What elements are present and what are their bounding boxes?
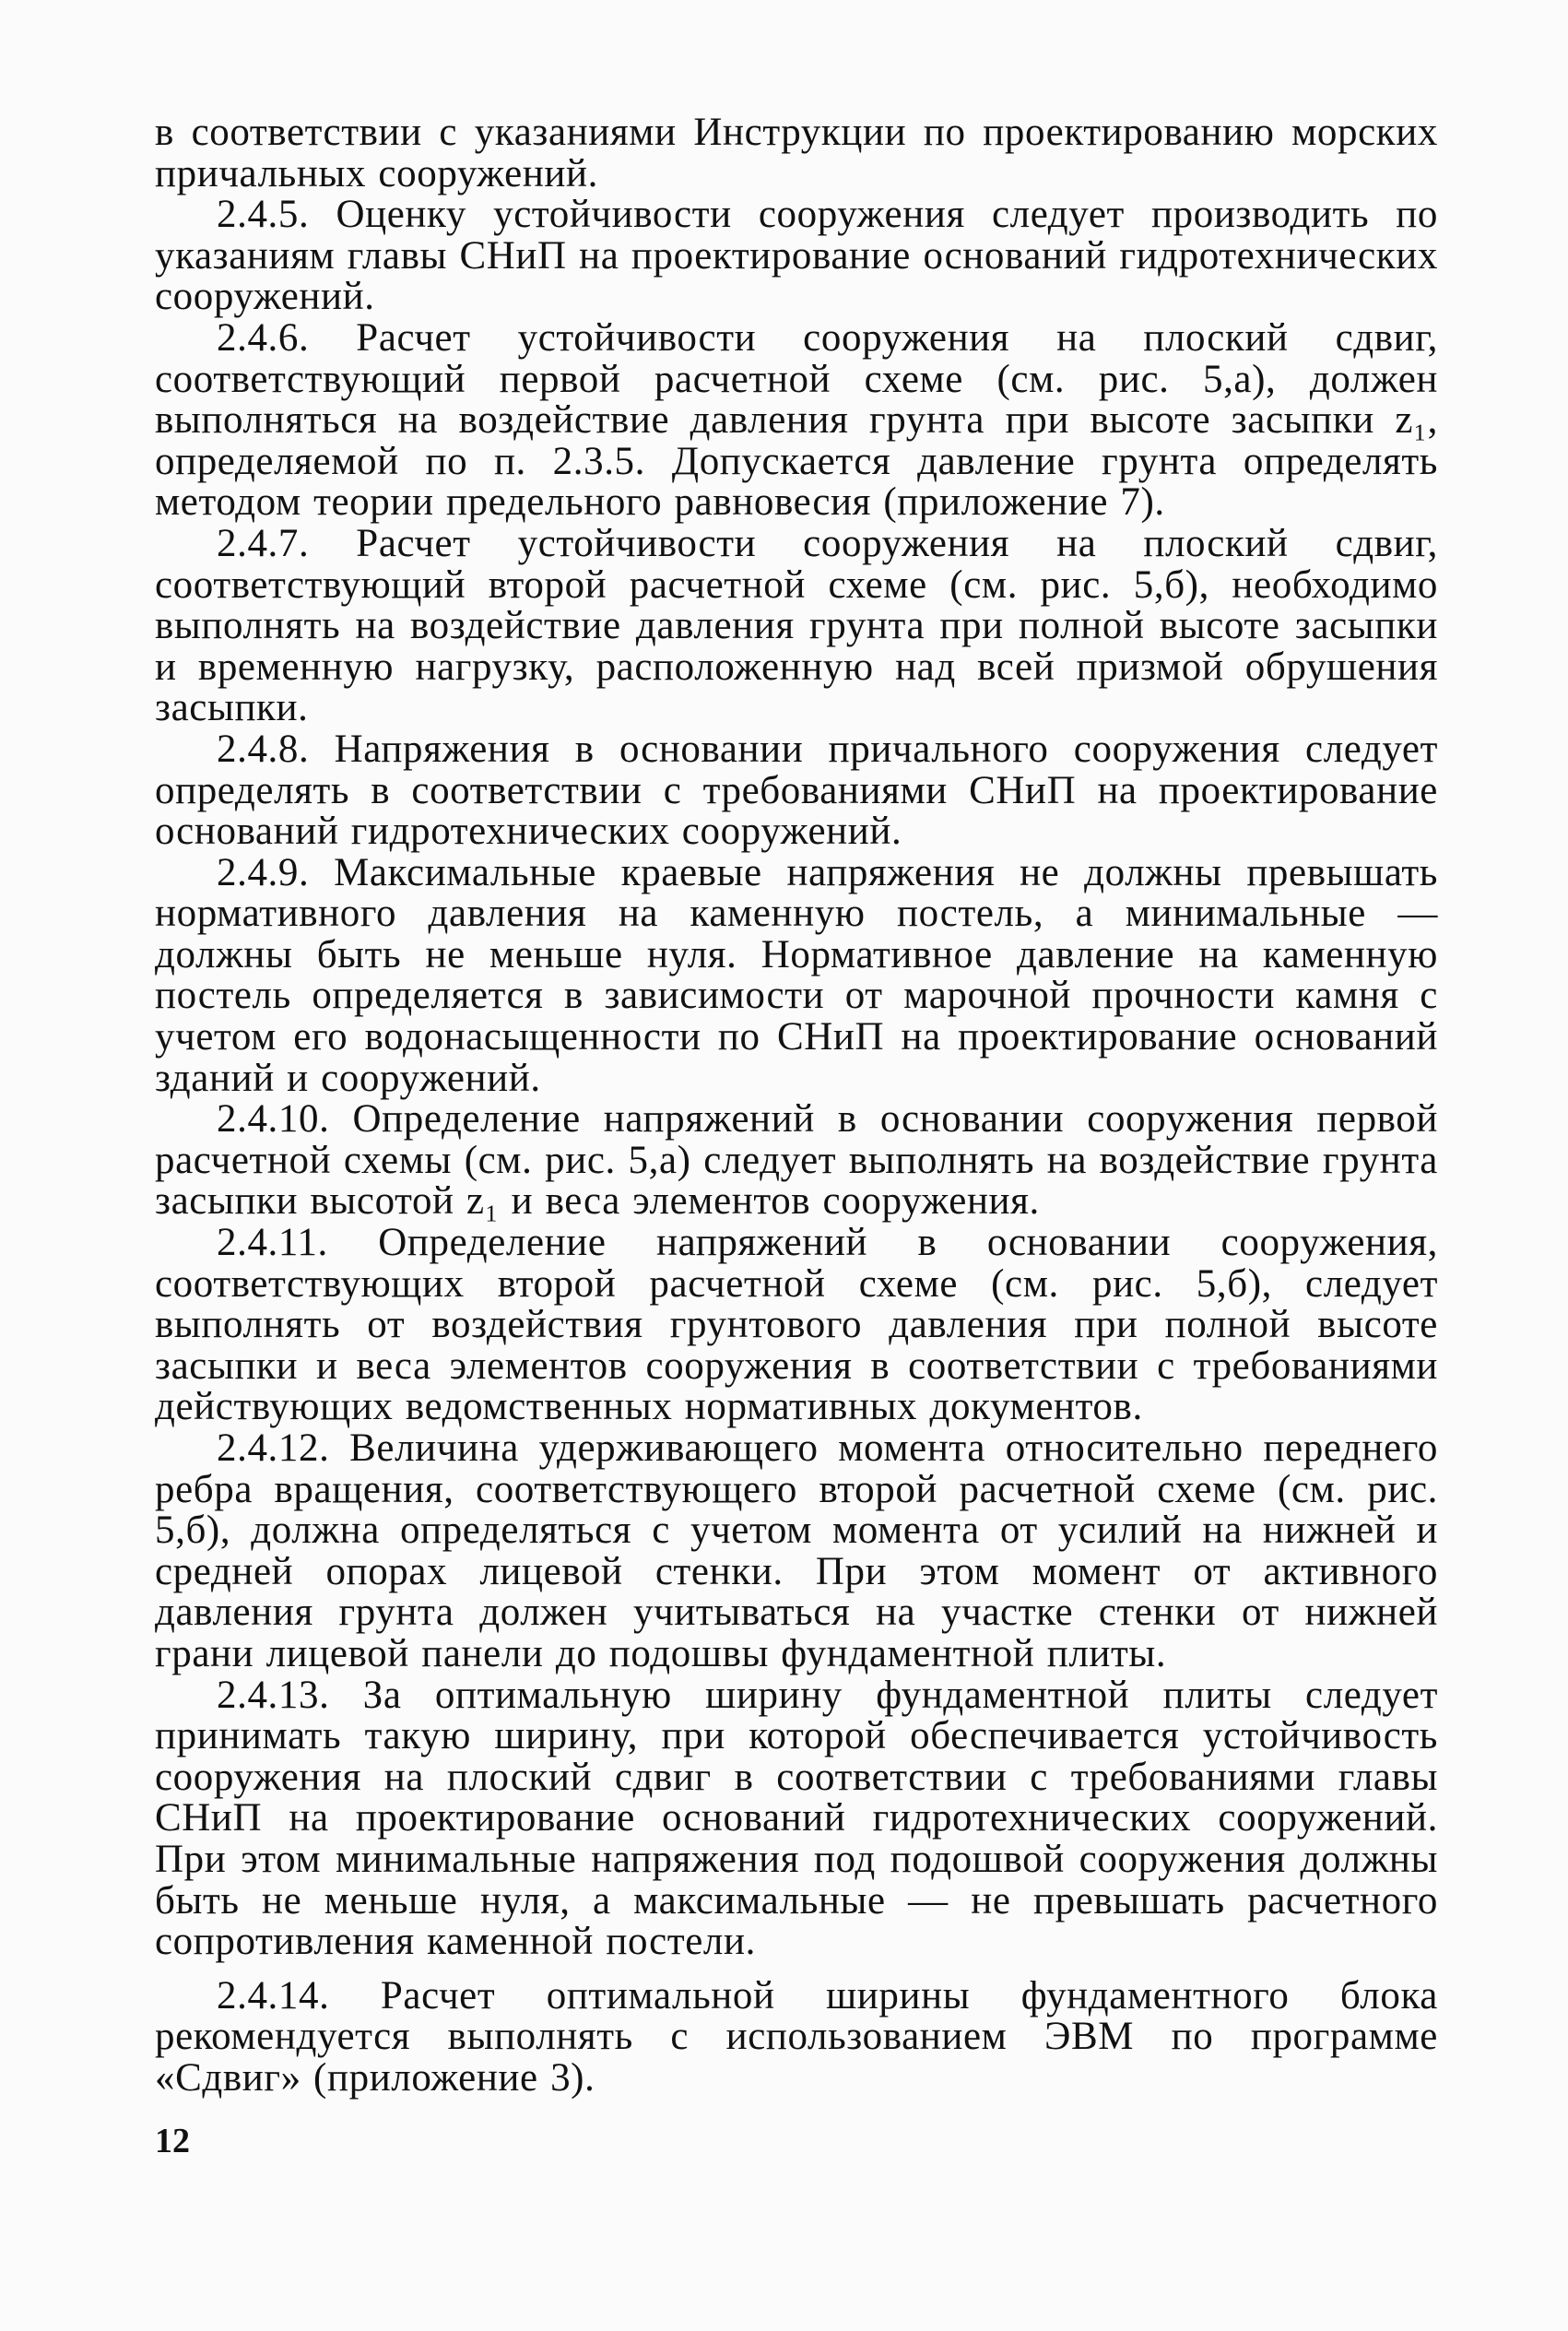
paragraph-2-4-11: 2.4.11. Определение напряжений в основании сооружения, соответствующих второй расчетной схеме (см. рис. 5,б), следует выполнять от воздействия грунтового давления при полной высоте засыпки и веса элементов сооружения в соответствии с требованиями действующих ведомственных нормативных документов. (155, 1221, 1438, 1429)
paragraph-2-4-8: 2.4.8. Напряжения в основании причального сооружения следует определять в соответствии с требованиями СНиП на проектирование оснований гидротехнических сооружений. (155, 727, 1438, 854)
page-number: 12 (155, 2122, 190, 2160)
paragraph-2-4-13: 2.4.13. За оптимальную ширину фундаментной плиты следует принимать такую ширину, при которой обеспечивается устойчивость сооружения на плоский сдвиг в соответствии с требованиями главы СНиП на проектирование оснований гидротехнических сооружений. При этом минимальные напряжения под подошвой сооружения должны быть не меньше нуля, а максимальные — не превышать расчетного сопротивления каменной постели. (155, 1673, 1438, 1964)
paragraph-2-4-10: 2.4.10. Определение напряжений в основании сооружения первой расчетной схемы (см. рис. 5,а) следует выполнять на воздействие грунта засыпки высотой z₁ и веса элементов сооружения. (155, 1097, 1438, 1224)
paragraph-2-4-6: 2.4.6. Расчет устойчивости сооружения на плоский сдвиг, соответствующий первой расчетной схеме (см. рис. 5,а), должен выполняться на воздействие давления грунта при высоте засыпки z₁, определяемой по п. 2.3.5. Допускается давление грунта определять методом теории предельного равновесия (приложение 7). (155, 315, 1438, 525)
paragraph-2-4-7: 2.4.7. Расчет устойчивости сооружения на плоский сдвиг, соответствующий второй расчетной схеме (см. рис. 5,б), необходимо выполнять на воздействие давления грунта при полной высоте засыпки и временную нагрузку, расположенную над всей призмой обрушения засыпки. (155, 521, 1438, 730)
paragraph-2-4-12: 2.4.12. Величина удерживающего момента относительно переднего ребра вращения, соответствующего второй расчетной схеме (см. рис. 5,б), должна определяться с учетом момента от усилий на нижней и средней опорах лицевой стенки. При этом момент от активного давления грунта должен учитываться на участке стенки от нижней грани лицевой панели до подошвы фундаментной плиты. (155, 1426, 1438, 1675)
body-text (155, 112, 1438, 2100)
paragraph-continuation: в соответствии с указаниями Инструкции по проектированию морских причальных сооружений. (155, 111, 1438, 195)
paragraph-2-4-14: 2.4.14. Расчет оптимальной ширины фундаментного блока рекомендуется выполнять с использованием ЭВМ по программе «Сдвиг» (приложение 3). (155, 1973, 1438, 2100)
paragraph-2-4-9: 2.4.9. Максимальные краевые напряжения не должны превышать нормативного давления на каменную постель, а минимальные — должны быть не меньше нуля. Нормативное давление на каменную постель определяется в зависимости от марочной прочности камня с учетом его водонасыщенности по СНиП на проектирование оснований зданий и сооружений. (155, 850, 1438, 1100)
paragraph-2-4-5: 2.4.5. Оценку устойчивости сооружения следует производить по указаниям главы СНиП на проектирование оснований гидротехнических сооружений. (155, 193, 1438, 319)
